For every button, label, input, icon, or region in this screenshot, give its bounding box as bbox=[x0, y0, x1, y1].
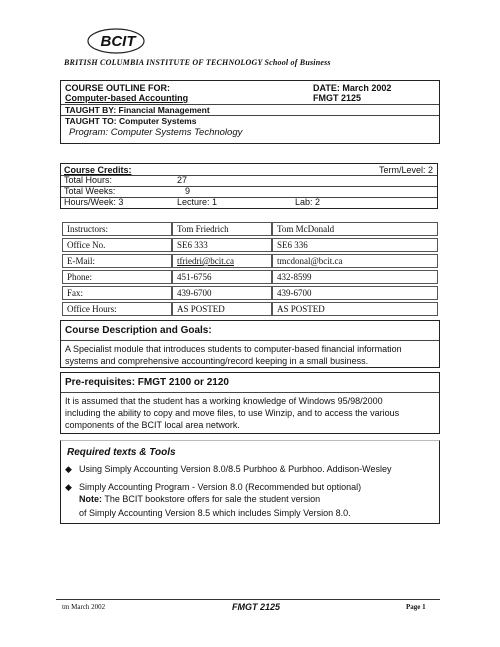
instructor-cell: AS POSTED bbox=[277, 304, 325, 314]
prereq-line: including the ability to copy and move files, to use Winzip, and to access the various bbox=[65, 408, 400, 418]
instructor-cell: SE6 333 bbox=[177, 240, 208, 250]
note-line-2: of Simply Accounting Version 8.5 which includes Simply Version 8.0. bbox=[79, 508, 351, 518]
instructor-cell: Tom McDonald bbox=[277, 224, 335, 234]
prereq-text bbox=[65, 395, 437, 431]
required-texts-box bbox=[60, 440, 440, 524]
instructor-cell: 439-6700 bbox=[277, 288, 312, 298]
course-credits-box bbox=[60, 163, 438, 209]
lecture: Lecture: 1 bbox=[177, 197, 218, 207]
bcit-logo bbox=[86, 24, 150, 56]
course-outline-box bbox=[60, 80, 440, 144]
course-description-box bbox=[60, 320, 440, 368]
instructor-cell: SE6 336 bbox=[277, 240, 308, 250]
total-hours-label: Total Hours: bbox=[64, 175, 113, 185]
instructor-cell: Tom Friedrich bbox=[177, 224, 229, 234]
logo-text: BCIT bbox=[100, 33, 136, 50]
taught-by: TAUGHT BY: Financial Management bbox=[65, 105, 210, 115]
instructor-cell: 451-6756 bbox=[177, 272, 212, 282]
text-item: Simply Accounting Program - Version 8.0 (Recommended but optional) bbox=[79, 482, 362, 492]
bullet-icon: ◆ bbox=[65, 464, 72, 474]
instructor-row-label: E-Mail: bbox=[67, 256, 95, 266]
instructor-cell: AS POSTED bbox=[177, 304, 225, 314]
total-weeks: 9 bbox=[185, 186, 191, 196]
program: Program: Computer Systems Technology bbox=[69, 127, 243, 138]
instructor-cell: 432-8599 bbox=[277, 272, 312, 282]
course-outline-label: COURSE OUTLINE FOR: bbox=[65, 83, 170, 93]
prerequisites-box bbox=[60, 372, 440, 434]
footer-page: Page 1 bbox=[406, 603, 426, 611]
bullet-icon: ◆ bbox=[65, 482, 72, 492]
description-line: systems and comprehensive accounting/record keeping in a small business. bbox=[65, 356, 369, 366]
instructor-row-label: Office Hours: bbox=[67, 304, 117, 314]
course-code: FMGT 2125 bbox=[313, 93, 362, 103]
date-label: DATE: March 2002 bbox=[313, 83, 392, 93]
hours-week: Hours/Week: 3 bbox=[64, 197, 124, 207]
footer-course-code: FMGT 2125 bbox=[232, 602, 281, 612]
email-link[interactable]: tmcdonal@bcit.ca bbox=[277, 256, 343, 266]
credits-label: Course Credits: bbox=[64, 165, 132, 175]
total-weeks-label: Total Weeks: bbox=[64, 186, 116, 196]
footer-date: tm March 2002 bbox=[62, 603, 106, 611]
prereq-line: It is assumed that the student has a working knowledge of Windows 95/98/2000 bbox=[65, 396, 383, 406]
institution-name: BRITISH COLUMBIA INSTITUTE OF TECHNOLOGY School of Business bbox=[64, 58, 331, 67]
course-name: Computer-based Accounting bbox=[65, 93, 189, 103]
instructor-row-label: Instructors: bbox=[67, 224, 108, 234]
footer-rule bbox=[56, 599, 440, 600]
email-link[interactable]: tfriedri@bcit.ca bbox=[177, 256, 235, 266]
instructor-row-label: Office No. bbox=[67, 240, 106, 250]
description-text bbox=[65, 343, 437, 367]
prereq-title: Pre-requisites: FMGT 2100 or 2120 bbox=[65, 377, 229, 388]
instructor-row-label: Fax: bbox=[67, 288, 84, 298]
text-item: Using Simply Accounting Version 8.0/8.5 Purbhoo & Purbhoo. Addison-Wesley bbox=[79, 464, 392, 474]
instructor-row-label: Phone: bbox=[67, 272, 93, 282]
texts-title: Required texts & Tools bbox=[67, 447, 176, 458]
note-text: The BCIT bookstore offers for sale the student version bbox=[102, 494, 321, 504]
total-hours: 27 bbox=[177, 175, 188, 185]
description-title: Course Description and Goals: bbox=[65, 325, 212, 336]
note-line bbox=[79, 494, 320, 504]
taught-to: TAUGHT TO: Computer Systems bbox=[65, 116, 197, 126]
lab: Lab: 2 bbox=[295, 197, 321, 207]
note-label: Note: bbox=[79, 494, 102, 504]
term-level: Term/Level: 2 bbox=[378, 165, 433, 175]
instructor-cell: 439-6700 bbox=[177, 288, 212, 298]
prereq-line: components of the BCIT local area network. bbox=[65, 420, 240, 430]
description-line: A Specialist module that introduces students to computer-based financial information bbox=[65, 344, 402, 354]
